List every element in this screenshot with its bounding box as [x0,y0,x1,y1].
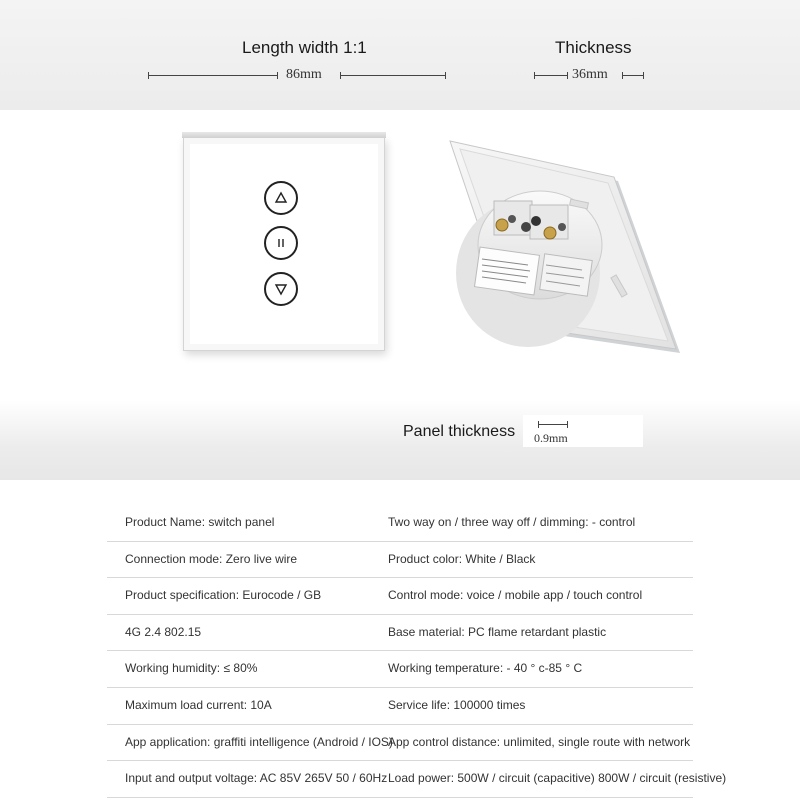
table-row [107,651,693,688]
panel-thickness-value: 0.9mm [534,431,568,445]
table-row [107,578,693,615]
switch-front-panel-image [183,137,385,351]
thickness-dimension-line-right [622,75,644,76]
spec-left-cell: Working humidity: ≤ 80% [125,661,258,676]
thickness-value: 36mm [572,67,608,82]
spec-left-cell: Product Name: switch panel [125,515,275,529]
spec-left-cell: 4G 2.4 802.15 [125,624,202,639]
spec-right-cell: App control distance: unlimited, single route with network [388,734,691,749]
spec-left-cell: Connection mode: Zero live wire [125,551,298,566]
spec-right-cell: Two way on / three way off / dimming: - control [388,515,636,529]
panel-thickness-dimension-line [538,424,568,425]
spec-right-cell: Base material: PC flame retardant plastic [388,624,607,639]
dimension-header-band [0,0,800,110]
length-dimension-line [148,75,278,76]
thickness-title: Thickness [555,38,632,57]
table-row [107,688,693,725]
up-arrow-icon [264,181,298,215]
length-dimension-line-right [340,75,446,76]
spec-left-cell: Input and output voltage: AC 85V 265V 50 / 60Hz [125,771,388,786]
spec-right-cell: Load power: 500W / circuit (capacitive) 800W / circuit (resistive) [388,771,727,786]
table-row [107,615,693,652]
spec-right-cell: Control mode: voice / mobile app / touch control [388,588,643,603]
length-width-title: Length width 1:1 [242,38,367,57]
spec-left-cell: App application: graffiti intelligence (Android / IOS) [125,734,393,749]
thickness-dimension-line [534,75,568,76]
spec-right-cell: Product color: White / Black [388,551,536,566]
spec-right-cell: Service life: 100000 times [388,697,526,712]
spec-left-cell: Product specification: Eurocode / GB [125,588,322,603]
specification-table [107,505,727,798]
spec-right-cell: Working temperature: - 40 ° c-85 ° C [388,661,583,676]
table-row [107,761,727,798]
panel-thickness-title: Panel thickness [403,423,516,440]
length-value: 86mm [286,67,322,82]
table-row [107,505,693,542]
panel-thickness-band [0,400,800,480]
down-arrow-icon [264,272,298,306]
table-row [107,725,693,762]
spec-left-cell: Maximum load current: 10A [125,697,272,712]
switch-back-view-image [432,133,687,363]
pause-icon [264,226,298,260]
table-row [107,542,693,579]
